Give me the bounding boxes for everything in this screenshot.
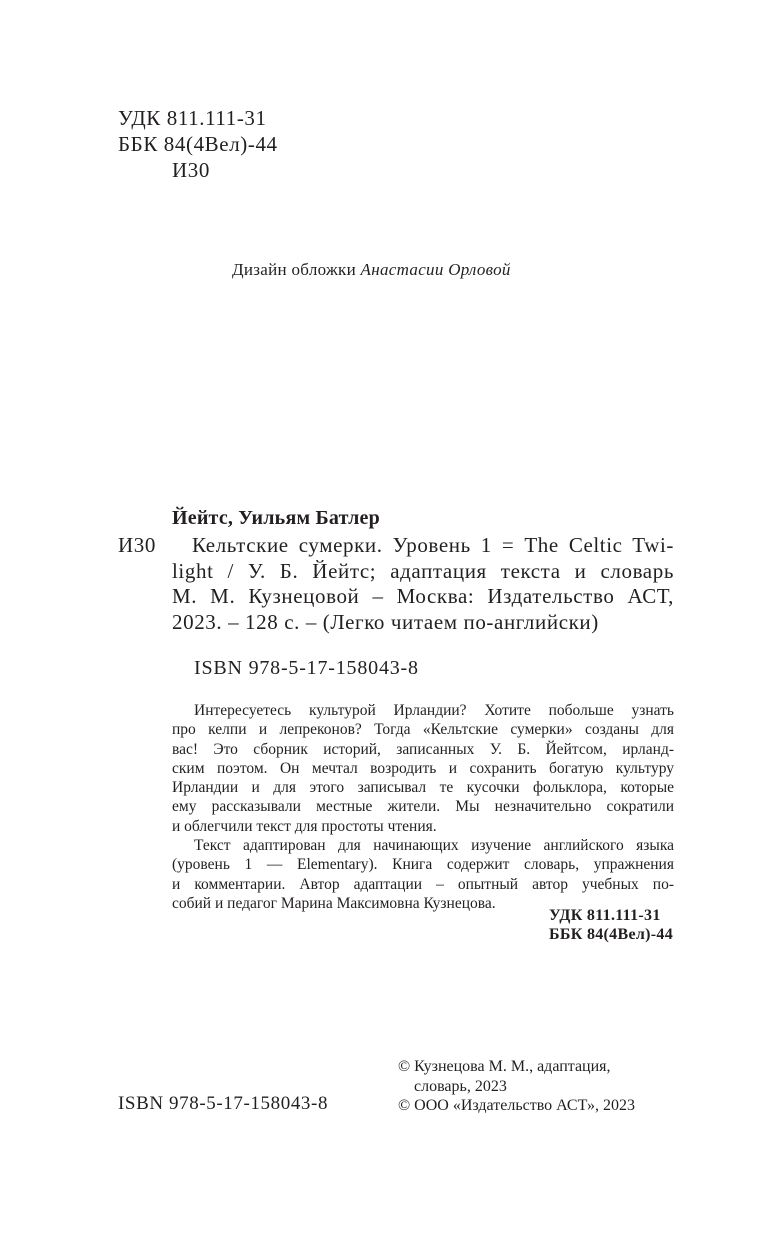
annotation-line: ским поэтом. Он мечтал возродить и сохранить богатую культуру (172, 759, 674, 777)
annotation-line: и комментарии. Автор адаптации – опытный автор учебных по- (172, 875, 674, 893)
annotation-line: Интересуетесь культурой Ирландии? Хотите побольше узнать (194, 702, 674, 719)
record-isbn: ISBN 978-5-17-158043-8 (194, 657, 419, 679)
annotation-line: ему рассказывали местные жители. Мы незначительно сократили (172, 798, 674, 816)
classification-codes-top (118, 105, 278, 183)
copyright-publisher: © ООО «Издательство АСТ», 2023 (398, 1097, 635, 1114)
cover-design-credit (232, 260, 511, 280)
annotation-line: собий и педагог Марина Максимовна Кузнецова. (172, 894, 496, 912)
udk-code-bold: УДК 811.111-31 (549, 907, 661, 924)
annotation-line: и облегчили текст для простоты чтения. (172, 817, 437, 835)
record-author: Йейтс, Уильям Батлер (172, 507, 380, 529)
annotation (172, 701, 674, 913)
copyright-adaptation: © Кузнецова М. М., адаптация, (398, 1058, 611, 1075)
biblio-line: М. М. Кузнецовой – Москва: Издательство АСТ, (172, 584, 674, 608)
annotation-line: (уровень 1 — Elementary). Книга содержит словарь, упражнения (172, 856, 674, 874)
bibliographic-description (172, 533, 674, 635)
annotation-line: Ирландии и для этого записывал те кусочки фольклора, которые (172, 779, 674, 797)
classification-codes-bottom (549, 906, 673, 944)
copyright-block (398, 1057, 635, 1116)
bbk-code-bold: ББК 84(4Вел)-44 (549, 926, 673, 943)
cover-designer-name: Анастасии Орловой (360, 260, 511, 279)
author-mark: И30 (172, 158, 210, 182)
biblio-line: light / У. Б. Йейтс; адаптация текста и словарь (172, 558, 674, 583)
biblio-line: 2023. – 128 с. – (Легко читаем по-английски) (172, 609, 599, 634)
annotation-line: про келпи и лепреконов? Тогда «Кельтские сумерки» созданы для (172, 721, 674, 739)
record-author-mark: И30 (118, 533, 156, 557)
biblio-line: Кельтские сумерки. Уровень 1 = The Celtic Twi- (192, 533, 674, 557)
footer-isbn: ISBN 978-5-17-158043-8 (118, 1093, 329, 1114)
bbk-code: ББК 84(4Вел)-44 (118, 132, 278, 156)
copyright-adaptation-cont: словарь, 2023 (414, 1077, 507, 1095)
udk-code: УДК 811.111-31 (118, 106, 267, 130)
cover-design-prefix: Дизайн обложки (232, 260, 361, 279)
annotation-line: Текст адаптирован для начинающих изучение английского языка (194, 837, 674, 855)
annotation-line: вас! Это сборник историй, записанных У. Б. Йейтсом, ирланд- (172, 740, 674, 758)
